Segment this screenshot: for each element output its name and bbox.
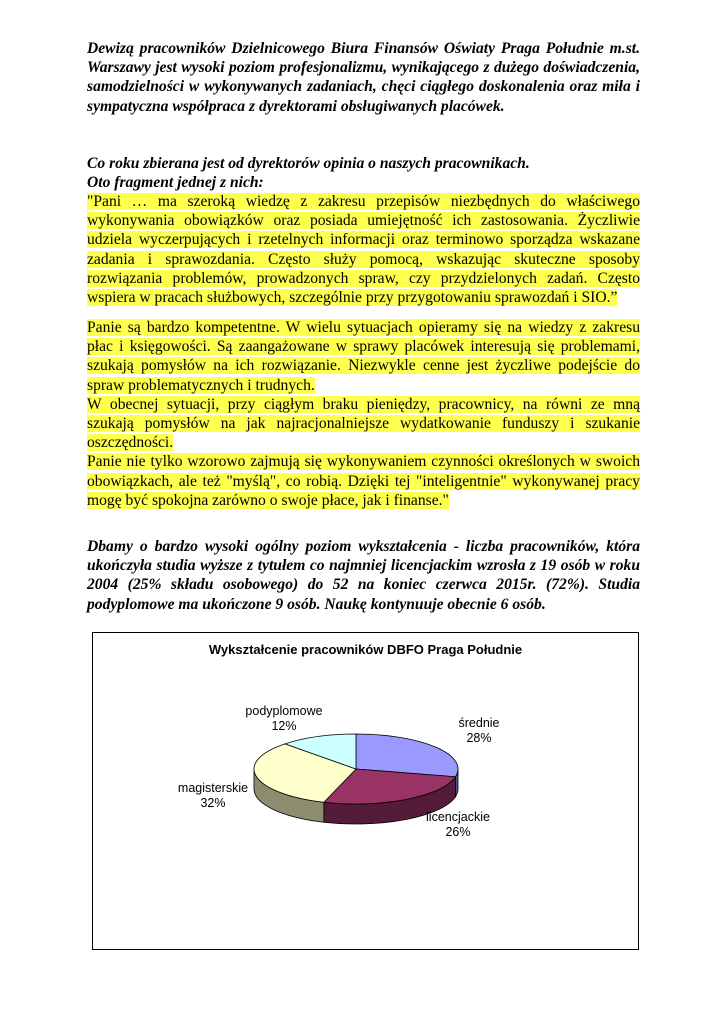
intro-paragraph: Dewizą pracowników Dzielnicowego Biura Finansów Oświaty Praga Południe m.st. Warszawy jest wysoki poziom profesjonalizmu, wynikającego z dużego doświadczenia, samodzielności w wykonywanych zadaniach, chęci ciągłego doskonalenia oraz miła i sympatyczna współpraca z dyrektorami obsługiwanych placówek. [87,40,640,115]
quote-1-text: "Pani … ma szeroką wiedzę z zakresu przepisów niezbędnych do właściwego wykonywania obowiązków oraz posiada umiejętność ich zastosowania. Życzliwie udziela wyczerpujących i rzetelnych informacji oraz terminowo sporządza wskazane zadania i sprawozdania. Często służy pomocą, wskazując skuteczne sposoby rozwiązania problemów, prowadzonych spraw, czy przydzielonych zadań. Często wspiera w pracach służbowych, szczególnie przy przygotowaniu sprawozdań i SIO.” [87,193,640,307]
quote-paragraph-2 [87,318,640,510]
label-licencjackie: licencjackie 26% [426,810,490,839]
quote-paragraph-1 [87,192,640,307]
opinion-intro [87,154,640,192]
quote-2-part-2: W obecnej sytuacji, przy ciągłym braku pieniędzy, pracownicy, na równi ze mną szukają pomysłów na jak najracjonalniejsze wydatkowanie funduszy i szukanie oszczędności. [87,395,640,452]
quote-2-part-3: Panie nie tylko wzorowo zajmują się wykonywaniem czynności określonych w swoich obowiązkach, ale też "myślą", co robią. Dzięki tej "inteligentnie" wykonywanej pracy mogę być spokojna zarówno o swoje płace, jak i finanse." [87,453,640,509]
label-podyplomowe: podyplomowe 12% [245,704,323,733]
education-chart [92,632,639,950]
opinion-line-2: Oto fragment jednej z nich: [87,174,264,192]
label-srednie: średnie 28% [458,716,500,745]
opinion-line-1: Co roku zbierana jest od dyrektorów opinia o naszych pracownikach. [87,155,530,172]
chart-title: Wykształcenie pracowników DBFO Praga Południe [208,642,523,657]
education-paragraph: Dbamy o bardzo wysoki ogólny poziom wykształcenia - liczba pracowników, która ukończyła studia wyższe z tytułem co najmniej licencjackim wzrosła z 19 osób w roku 2004 (25% składu osobowego) do 52 na koniec czerwca 2015r. (72%). Studia podyplomowe ma ukończone 9 osób. Naukę kontynuuje obecnie 6 osób. [87,538,640,613]
label-magisterskie: magisterskie 32% [177,781,249,810]
quote-2-part-1: Panie są bardzo kompetentne. W wielu sytuacjach opieramy się na wiedzy z zakresu płac i księgowości. Są zaangażowane w sprawy placówek interesują się problemami, szukają pomysłów na ich rozwiązanie. Niezwykle cenne jest życzliwe podejście do spraw problematycznych i trudnych. [87,319,640,394]
